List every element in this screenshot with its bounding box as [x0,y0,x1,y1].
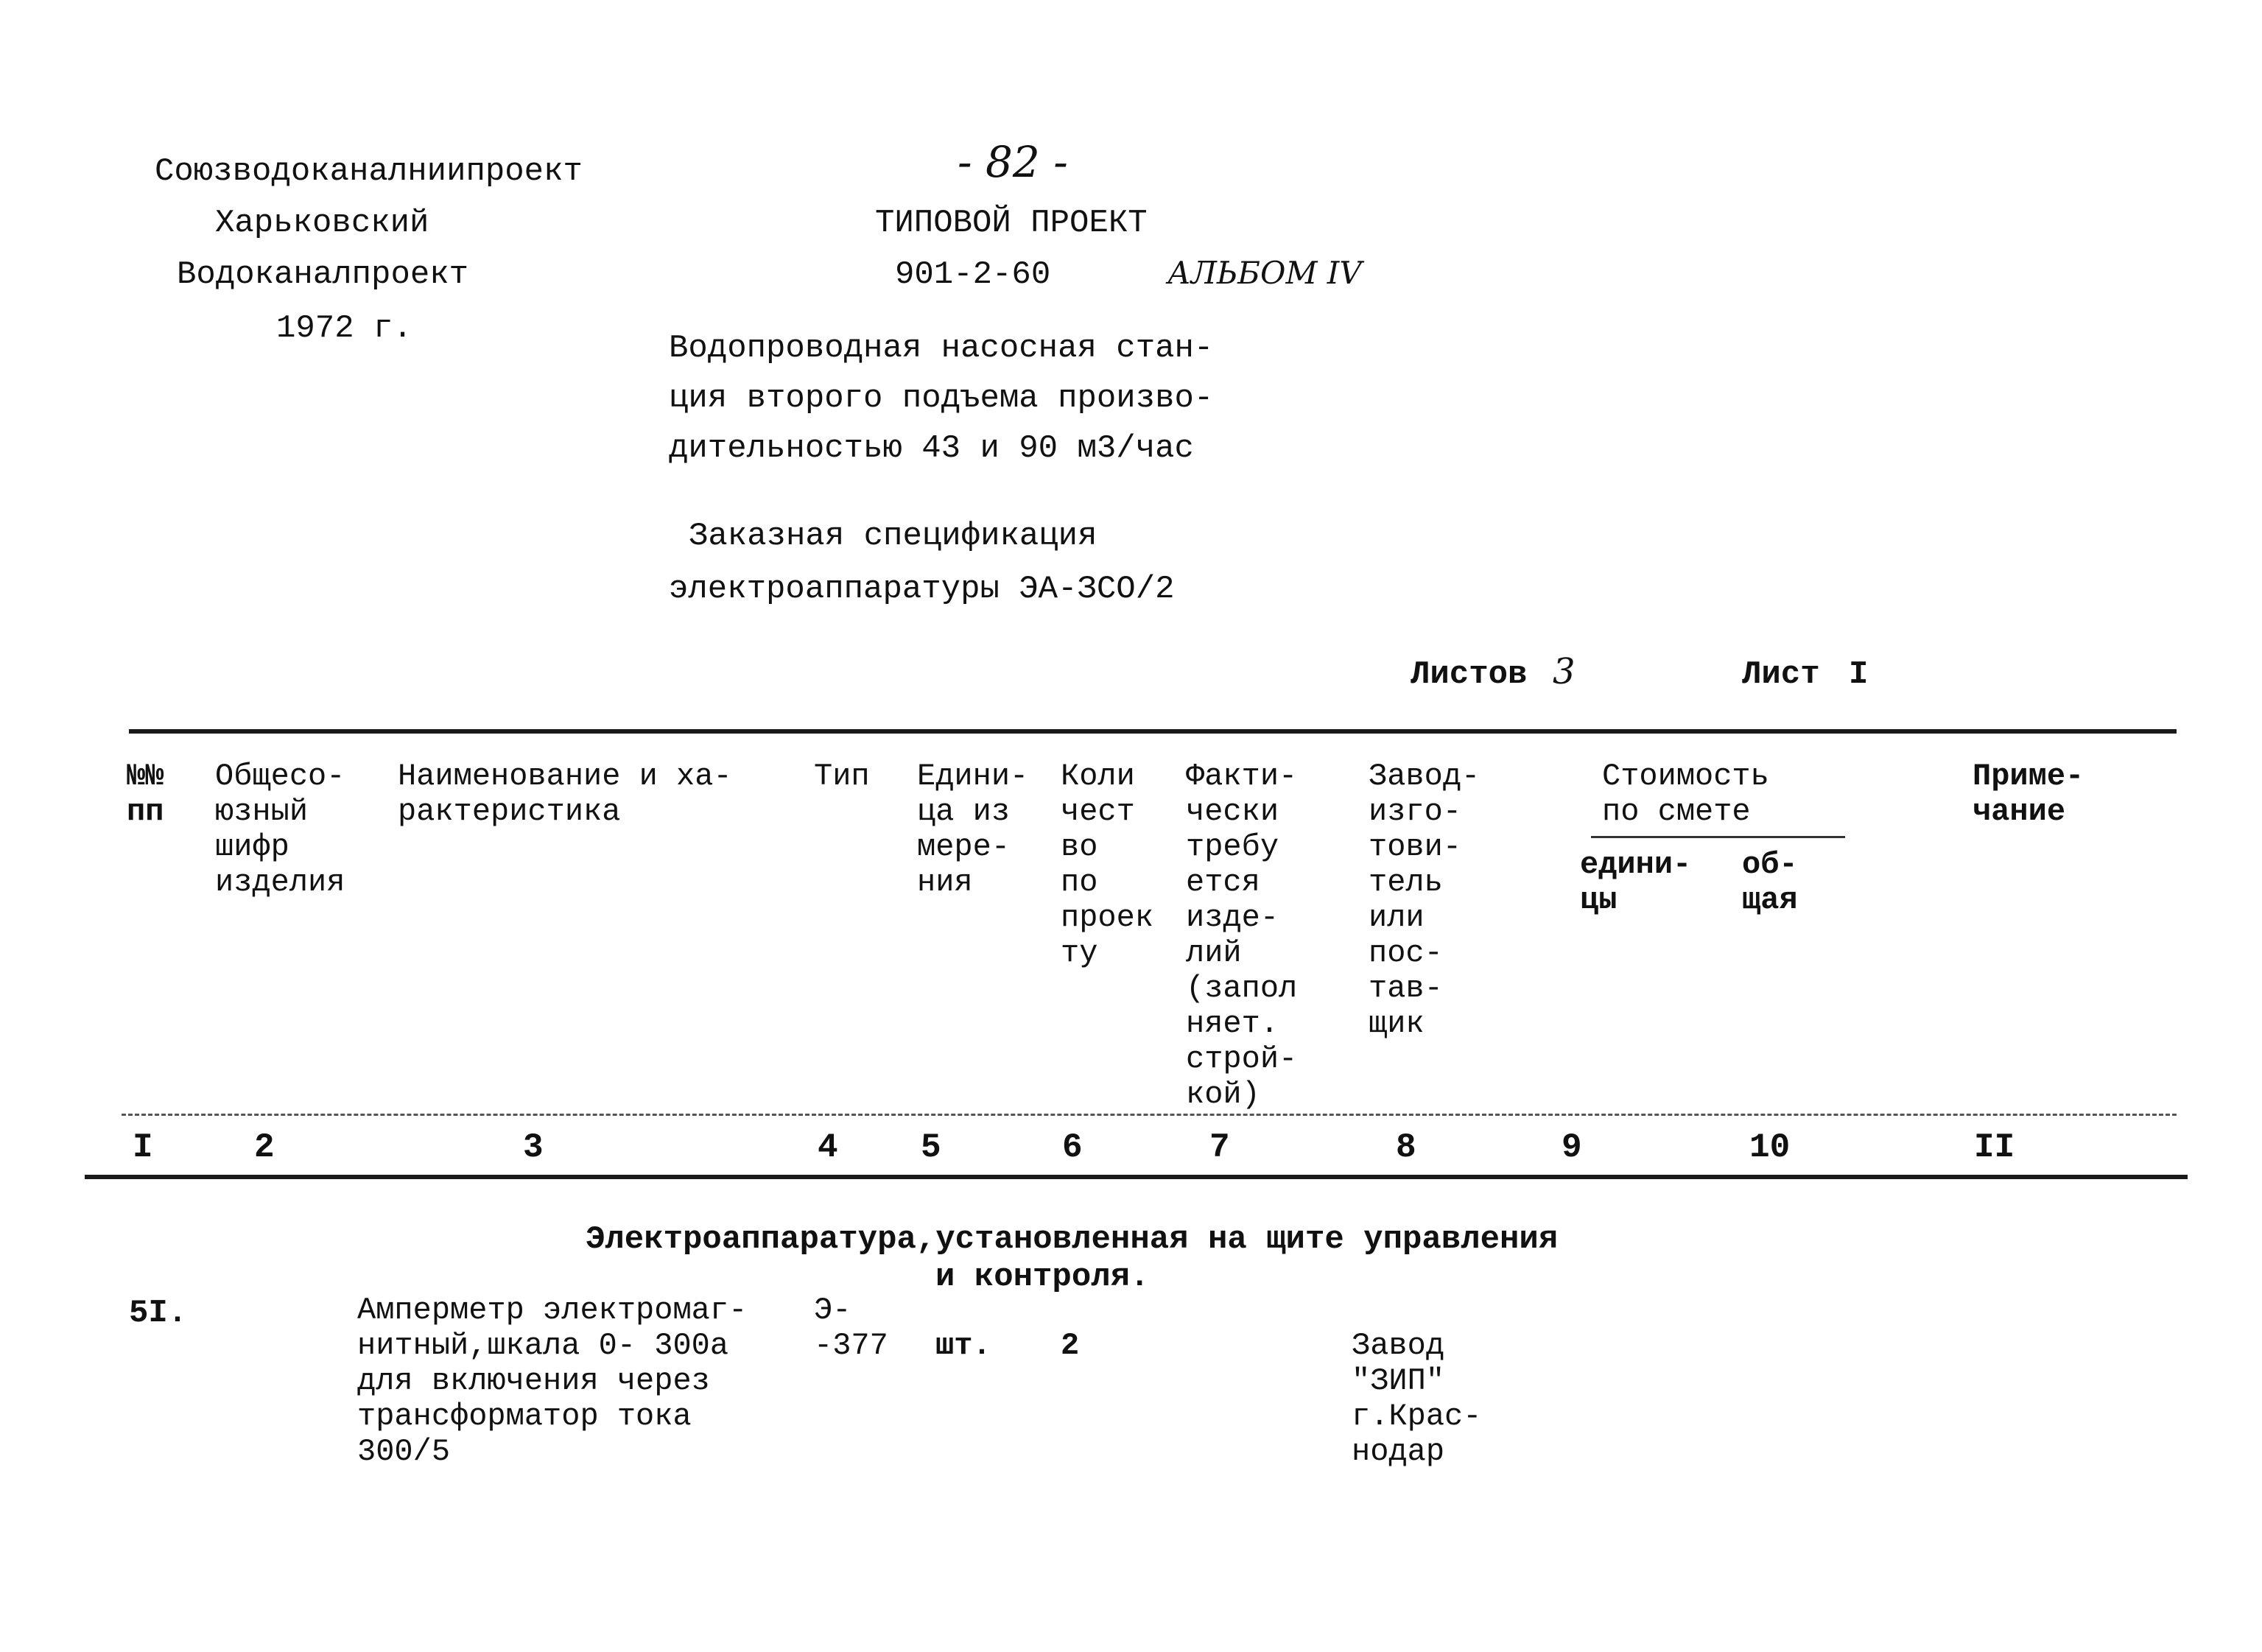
col-header-total-cost: об- щая [1742,847,1798,918]
album-label: АЛЬБОМ IV [1167,255,1362,291]
org-name: Союзводоканалниипроект [155,153,583,190]
subtitle-line-1: Заказная спецификация [689,518,1097,555]
col-number-11: II [1974,1128,2015,1167]
col-header-name: Наименование и ха- рактеристика [398,759,732,829]
cost-group-rule [1591,836,1845,838]
col-header-qty: Коли чест во по проек ту [1061,759,1154,971]
table-top-rule [129,729,2177,734]
org-institute: Водоканалпроект [177,256,469,293]
col-header-note: Приме- чание [1973,759,2084,829]
section-title-line-1: Электроаппаратура,установленная на щите управления [586,1221,1559,1258]
col-number-5: 5 [921,1128,941,1167]
project-type: ТИПОВОЙ ПРОЕКТ [875,205,1148,242]
table-numbers-rule [85,1175,2188,1179]
row-maker: Завод "ЗИП" г.Крас- нодар [1352,1328,1482,1469]
row-name: Амперметр электромаг- нитный,шкала 0- 300а для включения через трансформатор тока 300/5 [357,1293,748,1469]
col-number-2: 2 [254,1128,275,1167]
col-header-unit-cost: едини- цы [1580,847,1692,918]
section-title-line-2: и контроля. [935,1259,1150,1296]
col-header-maker: Завод- изго- тови- тель или пос- тав- щик [1369,759,1481,1041]
col-header-unit: Едини- ца из мере- ния [917,759,1029,900]
col-header-actual: Факти- чески требу ется изде- лий (запол няет. строй- кой) [1186,759,1298,1112]
sheet-label: Лист [1742,656,1820,693]
col-number-1: I [133,1128,153,1167]
title-line-3: дительностью 43 и 90 м3/час [669,430,1194,467]
col-number-10: 10 [1749,1128,1791,1167]
subtitle-line-2: электроаппаратуры ЭА-ЗСО/2 [669,571,1175,608]
sheets-count: 3 [1553,651,1576,692]
row-unit: шт. [935,1328,991,1363]
page-number: - 82 - [958,137,1068,187]
col-header-cost-group: Стоимость по смете [1602,759,1769,829]
col-number-3: 3 [523,1128,544,1167]
col-number-6: 6 [1062,1128,1083,1167]
col-header-code: Общесо- юзный шифр изделия [215,759,345,900]
sheet-number: I [1849,656,1869,693]
project-code: 901-2-60 [895,256,1051,293]
title-line-2: ция второго подъема произво- [669,380,1214,417]
col-header-num: №№ пп [127,759,164,829]
row-type: Э- -377 [814,1293,888,1363]
col-number-8: 8 [1396,1128,1416,1167]
col-number-9: 9 [1562,1128,1582,1167]
row-qty: 2 [1061,1328,1080,1363]
col-number-4: 4 [818,1128,838,1167]
org-city: Харьковский [215,205,429,242]
row-number: 5I. [129,1295,188,1332]
col-header-type: Тип [814,759,870,794]
org-year: 1972 г. [276,310,412,347]
col-number-7: 7 [1209,1128,1230,1167]
title-line-1: Водопроводная насосная стан- [669,330,1214,367]
sheets-label: Листов [1411,656,1528,693]
header-bottom-rule [122,1114,2177,1116]
